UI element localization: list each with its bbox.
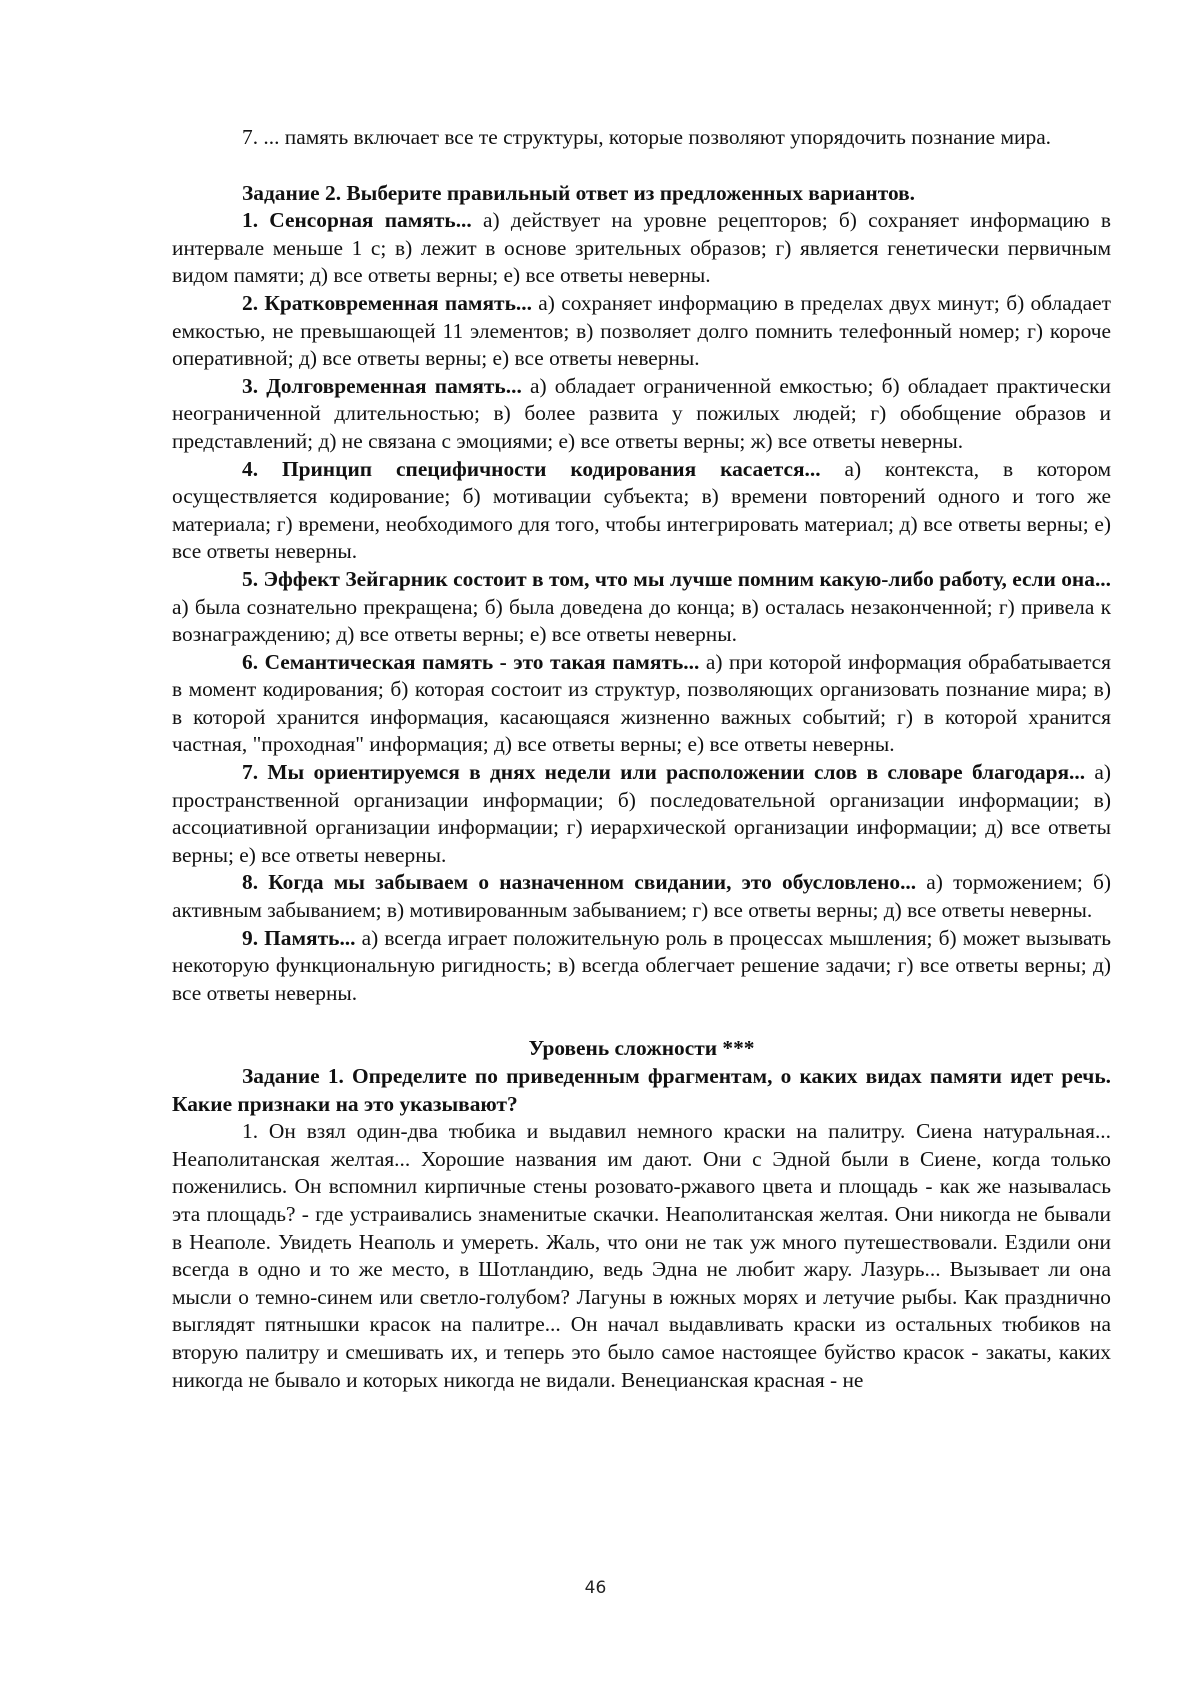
document-body [172,124,1111,1394]
task2-item-1: 1. Сенсорная память... а) действует на уровне рецепторов; б) сохраняет информацию в интервале меньше 1 с; в) лежит в основе зрительных образов; г) является генетически первичным видом памяти; д) все ответы верны; е) все ответы неверны. [172,208,1111,288]
task2-item-6: 6. Семантическая память - это такая память... а) при которой информация обрабатывается в момент кодирования; б) которая состоит из структур, позволяющих организовать познание мира; в) в которой хранится информация, касающаяся жизненно важных событий; г) в которой хранится частная, "проходная" информация; д) все ответы верны; е) все ответы неверны. [172,649,1112,757]
task2-item-2: 2. Кратковременная память... а) сохраняет информацию в пределах двух минут; б) обладает емкостью, не превышающей 11 элементов; в) позволяет долго помнить телефонный номер; г) короче оперативной; д) все ответы верны; е) все ответы неверны. [172,290,1111,371]
spacer [172,152,1111,180]
page-number: 46 [584,1578,607,1598]
task2-item-5: 5. Эффект Зейгарник состоит в том, что мы лучше помним какую-либо работу, если она... а) была сознательно прекращена; б) была доведена до конца; в) осталась незаконченной; г) привела к вознаграждению; д) все ответы верны; е) все ответы неверны. [172,566,1111,647]
fragment-1: 1. Он взял один-два тюбика и выдавил немного краски на палитру. Сиена натуральная... Неаполитанская желтая... Хорошие названия им дают. Они с Эдной были в Сиене, когда только поженились. Он вспомнил кирпичные стены розовато-ржавого цвета и площадь - как же называлась эта площадь? - где устраивались знаменитые скачки. Неаполитанская желтая. Они никогда не бывали в Неаполе. Увидеть Неаполь и умереть. Жаль, что они не так уж много путешествовали. Ездили они всегда в одно и то же место, в Шотландию, ведь Эдна не любит жару. Лазурь... Вызывает ли она мысли о темно-синем или светло-голубом? Лагуны в южных морях и летучие рыбы. Как празднично выглядят пятнышки красок на палитре... Он начал выдавливать краски из остальных тюбиков на вторую палитру и смешивать их, и теперь это было самое настоящее буйство красок - закаты, каких никогда не бывало и которых никогда не видали. Венецианская красная - не [172,1119,1111,1392]
prev-item-7: 7. ... память включает все те структуры, которые позволяют упорядочить познание мира. [242,125,1052,149]
task2-item-4: 4. Принцип специфичности кодирования касается... а) контекста, в котором осуществляется кодирование; б) мотивации субъекта; в) времени повторений одного и того же материала; г) времени, необходимого для того, чтобы интегрировать материал; д) все ответы верны; е) все ответы неверны. [172,456,1112,564]
task2-item-7: 7. Мы ориентируемся в днях недели или расположении слов в словаре благодаря... а) пространственной организации информации; б) последовательной организации информации; в) ассоциативной организации информации; г) иерархической организации информации; д) все ответы верны; е) все ответы неверны. [172,760,1111,867]
spacer [172,1007,1111,1035]
task2-item-8: 8. Когда мы забываем о назначенном свидании, это обусловлено... а) торможением; б) активным забыванием; в) мотивированным забыванием; г) все ответы верны; д) все ответы неверны. [172,870,1111,923]
task1-heading: Задание 1. Определите по приведенным фрагментам, о каких видах памяти идет речь. Какие признаки на это указывают? [172,1064,1111,1116]
difficulty-level-title: Уровень сложности *** [528,1036,755,1061]
task2-heading: Задание 2. Выберите правильный ответ из предложенных вариантов. [242,180,916,205]
task2-item-9: 9. Память... а) всегда играет положительную роль в процессах мышления; б) может вызывать некоторую функциональную ригидность; в) всегда облегчает решение задачи; г) все ответы верны; д) все ответы неверны. [172,925,1111,1005]
task2-item-3: 3. Долговременная память... а) обладает ограниченной емкостью; б) обладает практически неограниченной длительностью; в) более развита у пожилых людей; г) обобщение образов и представлений; д) не связана с эмоциями; е) все ответы верны; ж) все ответы неверны. [172,373,1111,453]
